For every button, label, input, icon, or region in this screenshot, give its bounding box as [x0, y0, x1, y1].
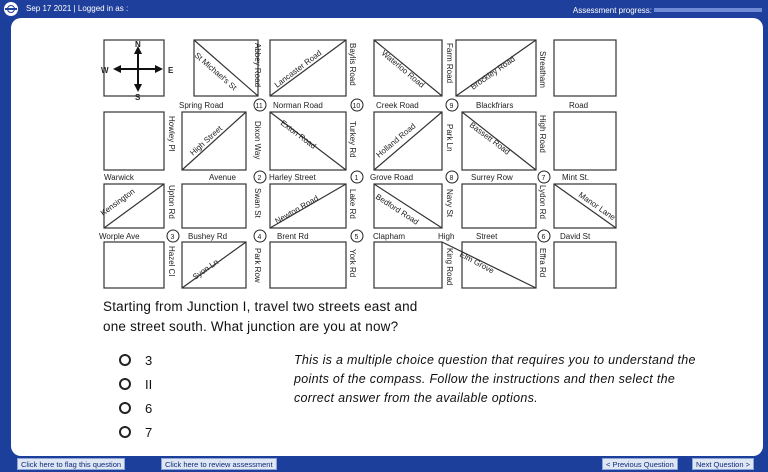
svg-text:5: 5 [354, 234, 359, 241]
question-panel [11, 18, 763, 456]
junction-4 [254, 230, 266, 242]
svg-text:7: 7 [541, 175, 546, 182]
radio-icon[interactable] [119, 426, 131, 438]
street-label: Worple Ave [99, 232, 140, 241]
street-label: Grove Road [370, 173, 414, 182]
option-ii[interactable] [119, 372, 152, 396]
street-label: Effra Rd [538, 248, 547, 278]
street-label: King Road [445, 248, 454, 286]
option-label: 3 [145, 352, 153, 368]
compass-n: N [135, 40, 141, 49]
street-label: High [438, 232, 455, 241]
street-label: Manor Lane [576, 190, 617, 223]
radio-icon[interactable] [119, 354, 131, 366]
street-label: Spring Road [179, 101, 224, 110]
progress-label: Assessment progress: [572, 6, 652, 15]
street-label: Hazel Cl [167, 246, 176, 277]
svg-text:3: 3 [170, 234, 175, 241]
svg-text:10: 10 [352, 103, 361, 110]
street-label: Lake Rd [348, 189, 357, 219]
junction-11 [254, 99, 266, 111]
previous-question-button[interactable]: < Previous Question [602, 458, 678, 470]
roundel-icon [4, 2, 18, 16]
svg-text:8: 8 [449, 175, 454, 182]
svg-text:9: 9 [449, 103, 454, 110]
instructions-text: This is a multiple choice question that requires you to understand the points of the compass. Follow the instructions and then select the correct answer from the available options. [294, 353, 696, 405]
street-label: Lydon Rd [538, 185, 547, 219]
street-label: Park Ln [445, 124, 454, 152]
svg-text:4: 4 [257, 234, 262, 241]
street-label: Dixon Way [253, 121, 262, 160]
street-label: High Road [538, 115, 547, 153]
map-block [182, 184, 246, 228]
question-line: Starting from Junction I, travel two streets east and [103, 299, 418, 314]
street-label: Clapham [373, 232, 406, 241]
street-label: High Street [188, 124, 225, 158]
top-bar [0, 0, 768, 18]
street-label: Warwick [104, 173, 134, 182]
street-label: Farm Road [445, 43, 454, 84]
svg-text:1: 1 [354, 175, 359, 182]
flag-question-button[interactable]: Click here to flag this question [17, 458, 125, 470]
street-label: Park Row [253, 248, 262, 283]
junction-3 [167, 230, 179, 242]
street-label: Norman Road [273, 101, 323, 110]
option-label: 7 [145, 424, 153, 440]
junction-7 [538, 171, 550, 183]
map-block [554, 112, 616, 170]
junction-1 [351, 171, 363, 183]
street-label: Lancaster Road [272, 48, 324, 90]
map-block [104, 242, 164, 288]
street-label: Syon Ln [190, 257, 221, 282]
street-label: Baylis Road [348, 43, 357, 86]
map-block [462, 184, 536, 228]
compass-s: S [135, 93, 141, 102]
street-label: St Michael's St [192, 50, 239, 93]
option-label: 6 [145, 400, 153, 416]
svg-text:11: 11 [255, 103, 263, 110]
next-question-button[interactable]: Next Question > [692, 458, 754, 470]
street-label: Navy St [445, 189, 454, 218]
map-block [554, 40, 616, 96]
street-label: Howley Pl [167, 116, 176, 152]
progress-bar [654, 8, 762, 12]
street-label: Blackfriars [476, 101, 514, 110]
street-label: Surrey Row [471, 173, 513, 182]
street-label: Abbey Road [253, 43, 262, 88]
question-text [103, 297, 543, 337]
street-label: David St [560, 232, 591, 241]
junction-2 [254, 171, 266, 183]
street-label: Waterloo Road [379, 48, 427, 90]
junction-10 [351, 99, 363, 111]
junction-9 [446, 99, 458, 111]
street-label: York Rd [348, 249, 357, 278]
street-label: Newton Road [273, 193, 320, 226]
street-label: Mint St. [562, 173, 590, 182]
street-label: Avenue [209, 173, 236, 182]
street-label: Brent Rd [277, 232, 309, 241]
street-map [11, 18, 763, 308]
junction-5 [351, 230, 363, 242]
street-label: Bedford Road [373, 192, 421, 227]
street-label: Road [569, 101, 589, 110]
option-7[interactable] [119, 420, 152, 444]
street-label: Swan St [253, 188, 262, 218]
svg-text:2: 2 [257, 175, 262, 182]
map-block [104, 112, 164, 170]
street-label: Harley Street [269, 173, 316, 182]
compass-icon [113, 46, 163, 92]
street-label: Creek Road [376, 101, 419, 110]
question-line: one street south. What junction are you at now? [103, 319, 399, 334]
answer-options [119, 348, 152, 444]
street-label: Elm Grove [458, 249, 496, 276]
street-label: Streatham [538, 51, 547, 88]
radio-icon[interactable] [119, 378, 131, 390]
review-assessment-button[interactable]: Click here to review assessment [161, 458, 277, 470]
street-label: Holland Road [374, 121, 418, 160]
junction-8 [446, 171, 458, 183]
bottom-bar [0, 456, 768, 472]
svg-text:6: 6 [541, 234, 546, 241]
option-3[interactable] [119, 348, 152, 372]
option-6[interactable] [119, 396, 152, 420]
street-label: Street [476, 232, 498, 241]
street-label: Turkey Rd [348, 121, 357, 158]
street-label: Upton Rd [167, 185, 176, 219]
street-label: Exton Road [278, 118, 318, 151]
street-label: Bushey Rd [188, 232, 228, 241]
compass-w: W [101, 66, 109, 75]
radio-icon[interactable] [119, 402, 131, 414]
compass-e: E [168, 66, 174, 75]
street-label: Kensington [98, 186, 137, 218]
map-block [374, 242, 442, 288]
street-label: Bassett Road [467, 120, 512, 157]
session-info: Sep 17 2021 | Logged in as : [26, 4, 129, 13]
map-block [270, 242, 346, 288]
map-block [554, 242, 616, 288]
junction-6 [538, 230, 550, 242]
street-label: Brockley Road [468, 54, 517, 92]
option-label: II [145, 376, 153, 392]
